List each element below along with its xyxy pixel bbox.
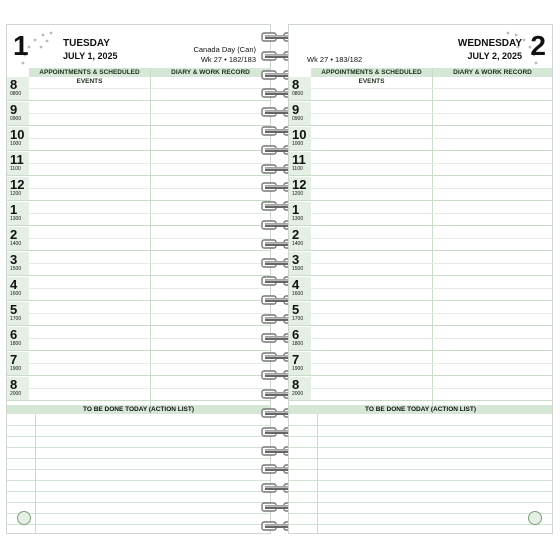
- hour-row[interactable]: [7, 327, 270, 351]
- holiday-label: Canada Day (Can): [193, 45, 256, 54]
- hour-military: 0800: [292, 91, 304, 97]
- half-hour-line: [289, 188, 552, 189]
- weekday-label: TUESDAY: [63, 38, 110, 49]
- half-hour-line: [7, 313, 270, 314]
- hour-military: 1000: [10, 141, 22, 147]
- hour-row[interactable]: [289, 177, 552, 201]
- hour-number: 10: [10, 127, 25, 142]
- half-hour-line: [289, 113, 552, 114]
- half-hour-line: [7, 163, 270, 164]
- planner-page-left: [6, 24, 271, 534]
- hour-military: 1300: [10, 216, 22, 222]
- hour-row[interactable]: [289, 227, 552, 251]
- action-line: [289, 524, 552, 525]
- hour-number: 3: [10, 252, 18, 267]
- hour-number: 4: [10, 277, 18, 292]
- hour-grid[interactable]: [289, 77, 552, 405]
- action-checkbox-column: [317, 414, 318, 534]
- half-hour-line: [289, 88, 552, 89]
- half-hour-line: [7, 138, 270, 139]
- hour-row[interactable]: [289, 102, 552, 126]
- hour-label-cell: [289, 377, 311, 400]
- half-hour-line: [7, 338, 270, 339]
- hour-military: 1300: [292, 216, 304, 222]
- hour-row[interactable]: [289, 302, 552, 326]
- hour-military: 1200: [292, 191, 304, 197]
- hour-number: 8: [292, 77, 300, 92]
- hour-row[interactable]: [289, 77, 552, 101]
- date-label: JULY 1, 2025: [63, 51, 118, 61]
- action-line: [7, 491, 270, 492]
- week-info: Wk 27 • 183/182: [307, 55, 363, 64]
- hour-row[interactable]: [7, 377, 270, 401]
- hour-label-cell: [7, 352, 29, 375]
- hour-label-cell: [289, 227, 311, 250]
- hour-number: 12: [292, 177, 307, 192]
- half-hour-line: [289, 288, 552, 289]
- hour-military: 1400: [10, 241, 22, 247]
- weekday-label: WEDNESDAY: [457, 38, 522, 49]
- hour-label-cell: [7, 377, 29, 400]
- hour-number: 12: [10, 177, 25, 192]
- hour-label-cell: [7, 302, 29, 325]
- hour-row[interactable]: [289, 127, 552, 151]
- hour-military: 1000: [292, 141, 304, 147]
- hour-military: 2000: [10, 391, 22, 397]
- day-number: 2: [530, 30, 546, 61]
- action-line: [289, 480, 552, 481]
- hour-row[interactable]: [7, 227, 270, 251]
- action-line: [7, 425, 270, 426]
- hour-military: 1500: [292, 266, 304, 272]
- half-hour-line: [289, 363, 552, 364]
- hour-row[interactable]: [7, 202, 270, 226]
- hour-label-cell: [7, 177, 29, 200]
- hour-number: 2: [292, 227, 300, 242]
- action-line: [7, 447, 270, 448]
- hour-label-cell: [289, 102, 311, 125]
- half-hour-line: [7, 88, 270, 89]
- action-line: [289, 436, 552, 437]
- hour-number: 8: [10, 77, 18, 92]
- hour-number: 5: [10, 302, 18, 317]
- hour-number: 5: [292, 302, 300, 317]
- hour-label-cell: [289, 327, 311, 350]
- hour-row[interactable]: [7, 127, 270, 151]
- appointments-header: APPOINTMENTS & SCHEDULED EVENTS: [311, 68, 432, 77]
- hour-row[interactable]: [289, 152, 552, 176]
- action-line: [289, 458, 552, 459]
- hour-label-cell: [289, 127, 311, 150]
- half-hour-line: [289, 388, 552, 389]
- hour-military: 1600: [292, 291, 304, 297]
- hour-military: 1800: [292, 341, 304, 347]
- hour-military: 0900: [10, 116, 22, 122]
- action-line: [289, 513, 552, 514]
- hour-row[interactable]: [7, 102, 270, 126]
- half-hour-line: [289, 338, 552, 339]
- action-line: [7, 480, 270, 481]
- hour-label-cell: [7, 252, 29, 275]
- action-list-header: TO BE DONE TODAY (ACTION LIST): [7, 405, 270, 414]
- hour-military: 1200: [10, 191, 22, 197]
- hour-military: 1700: [292, 316, 304, 322]
- hour-military: 0900: [292, 116, 304, 122]
- action-line: [7, 502, 270, 503]
- hour-number: 2: [10, 227, 18, 242]
- hour-row[interactable]: [7, 277, 270, 301]
- hour-number: 9: [10, 102, 18, 117]
- hour-row[interactable]: [7, 152, 270, 176]
- hour-number: 1: [292, 202, 300, 217]
- week-info: Wk 27 • 182/183: [200, 55, 256, 64]
- hour-label-cell: [289, 302, 311, 325]
- hour-row[interactable]: [7, 177, 270, 201]
- hour-military: 1800: [10, 341, 22, 347]
- hour-label-cell: [289, 77, 311, 100]
- hour-label-cell: [7, 127, 29, 150]
- hour-number: 1: [10, 202, 18, 217]
- half-hour-line: [7, 238, 270, 239]
- half-hour-line: [289, 163, 552, 164]
- diary-header: DIARY & WORK RECORD: [433, 68, 552, 77]
- hour-row[interactable]: [289, 377, 552, 401]
- action-line: [7, 524, 270, 525]
- hour-military: 2000: [292, 391, 304, 397]
- hour-grid[interactable]: [7, 77, 270, 405]
- hour-row[interactable]: [289, 202, 552, 226]
- recycle-icon: [528, 511, 542, 525]
- hour-number: 7: [10, 352, 18, 367]
- date-label: JULY 2, 2025: [467, 51, 522, 61]
- appointments-header: APPOINTMENTS & SCHEDULED EVENTS: [29, 68, 150, 77]
- action-line: [289, 502, 552, 503]
- hour-row[interactable]: [7, 252, 270, 276]
- hour-row[interactable]: [289, 252, 552, 276]
- half-hour-line: [7, 113, 270, 114]
- recycle-icon: [17, 511, 31, 525]
- hour-number: 6: [292, 327, 300, 342]
- action-line: [7, 469, 270, 470]
- hour-label-cell: [7, 202, 29, 225]
- action-line: [7, 513, 270, 514]
- hour-military: 1900: [292, 366, 304, 372]
- hour-military: 1500: [10, 266, 22, 272]
- hour-row[interactable]: [289, 352, 552, 376]
- action-line: [289, 447, 552, 448]
- half-hour-line: [7, 213, 270, 214]
- hour-label-cell: [7, 77, 29, 100]
- action-line: [289, 491, 552, 492]
- hour-number: 11: [10, 152, 24, 167]
- planner-page-right: [288, 24, 553, 534]
- hour-number: 9: [292, 102, 300, 117]
- hour-label-cell: [289, 352, 311, 375]
- hour-label-cell: [289, 252, 311, 275]
- half-hour-line: [7, 363, 270, 364]
- hour-label-cell: [7, 102, 29, 125]
- half-hour-line: [289, 213, 552, 214]
- action-list-area[interactable]: [7, 414, 270, 534]
- hour-row[interactable]: [289, 277, 552, 301]
- hour-number: 8: [10, 377, 18, 392]
- hour-number: 3: [292, 252, 300, 267]
- half-hour-line: [289, 313, 552, 314]
- hour-label-cell: [7, 277, 29, 300]
- half-hour-line: [7, 263, 270, 264]
- action-line: [289, 469, 552, 470]
- action-list-header: TO BE DONE TODAY (ACTION LIST): [289, 405, 552, 414]
- half-hour-line: [7, 288, 270, 289]
- hour-label-cell: [289, 202, 311, 225]
- action-line: [7, 436, 270, 437]
- hour-number: 11: [292, 152, 306, 167]
- hour-label-cell: [7, 327, 29, 350]
- hour-military: 1900: [10, 366, 22, 372]
- hour-number: 7: [292, 352, 300, 367]
- hour-label-cell: [289, 277, 311, 300]
- action-checkbox-column: [35, 414, 36, 534]
- hour-military: 1600: [10, 291, 22, 297]
- hour-row[interactable]: [289, 327, 552, 351]
- hour-military: 0800: [10, 91, 22, 97]
- hour-row[interactable]: [7, 352, 270, 376]
- hour-number: 4: [292, 277, 300, 292]
- hour-military: 1700: [10, 316, 22, 322]
- action-line: [289, 425, 552, 426]
- half-hour-line: [7, 388, 270, 389]
- hour-number: 8: [292, 377, 300, 392]
- half-hour-line: [7, 188, 270, 189]
- hour-number: 6: [10, 327, 18, 342]
- action-list-area[interactable]: [289, 414, 552, 534]
- half-hour-line: [289, 238, 552, 239]
- hour-label-cell: [289, 152, 311, 175]
- hour-number: 10: [292, 127, 307, 142]
- diary-header: DIARY & WORK RECORD: [151, 68, 270, 77]
- hour-label-cell: [7, 152, 29, 175]
- action-line: [7, 458, 270, 459]
- hour-military: 1100: [10, 166, 21, 172]
- hour-row[interactable]: [7, 77, 270, 101]
- hour-label-cell: [289, 177, 311, 200]
- half-hour-line: [289, 138, 552, 139]
- day-number: 1: [13, 30, 29, 61]
- half-hour-line: [289, 263, 552, 264]
- hour-military: 1400: [292, 241, 304, 247]
- hour-row[interactable]: [7, 302, 270, 326]
- hour-label-cell: [7, 227, 29, 250]
- hour-military: 1100: [292, 166, 303, 172]
